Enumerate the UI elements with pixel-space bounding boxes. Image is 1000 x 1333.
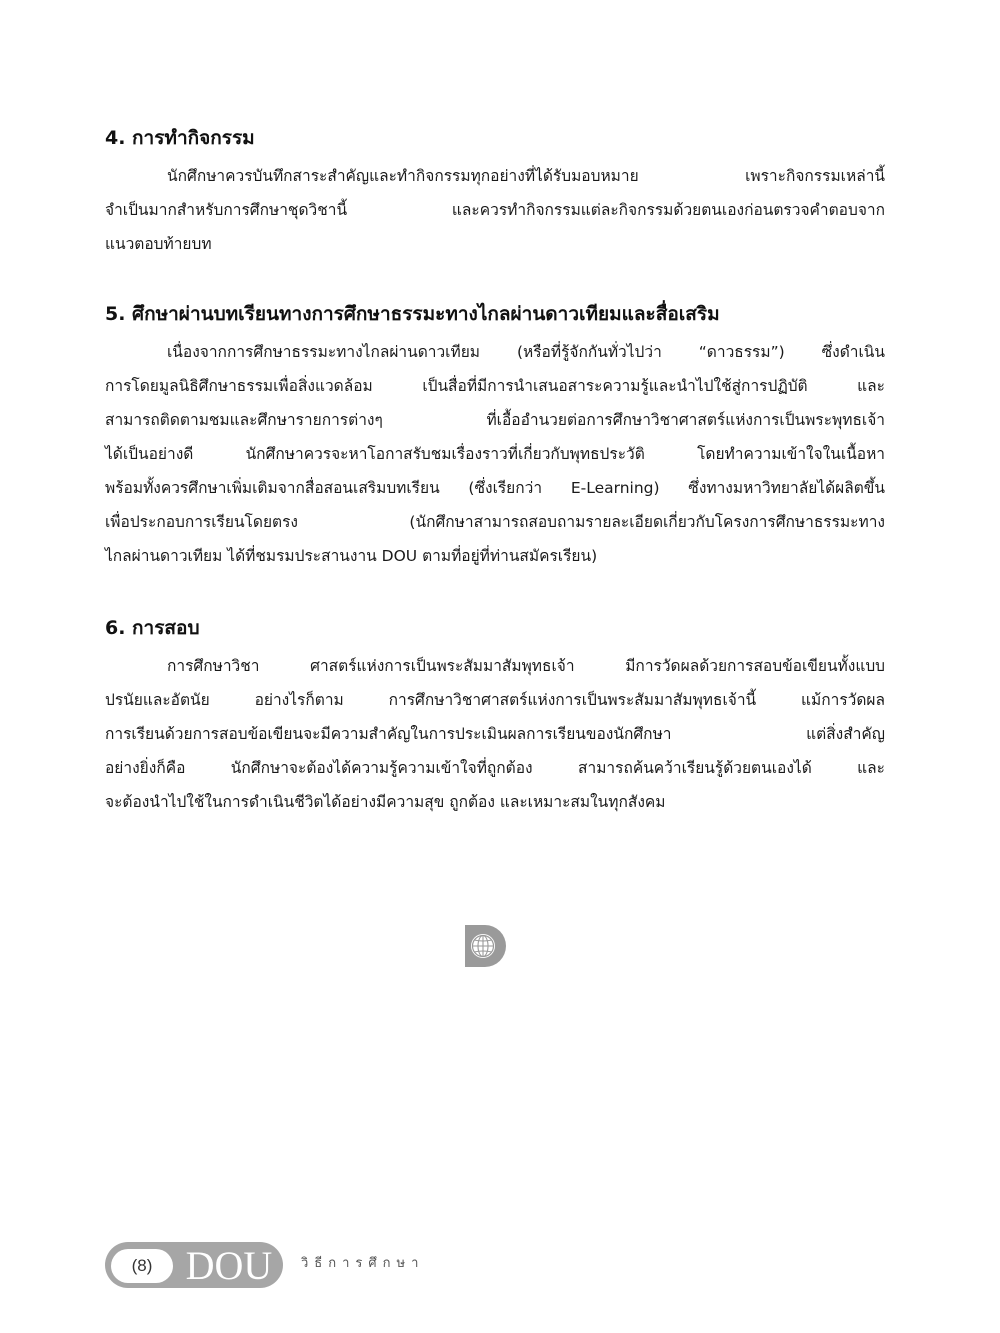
section-heading: 5. ศึกษาผ่านบทเรียนทางการศึกษาธรรมะทางไกลผ่านดาวเทียมและสื่อเสริม: [105, 303, 720, 325]
section-heading: 4. การทำกิจกรรม: [105, 127, 255, 149]
paragraph-line: จำเป็นมากสำหรับการศึกษาชุดวิชานี้ และควรทำกิจกรรมแต่ละกิจกรรมด้วยตนเองก่อนตรวจคำตอบจาก: [105, 201, 885, 219]
paragraph-line: เนื่องจากการศึกษาธรรมะทางไกลผ่านดาวเทียม (หรือที่รู้จักกันทั่วไปว่า “ดาวธรรม”) ซึ่งดำเนิน: [167, 343, 885, 361]
dou-globe-logo-icon: [463, 923, 509, 969]
paragraph-line: นักศึกษาควรบันทึกสาระสำคัญและทำกิจกรรมทุกอย่างที่ได้รับมอบหมาย เพราะกิจกรรมเหล่านี้: [167, 167, 885, 185]
paragraph-line: การศึกษาวิชา ศาสตร์แห่งการเป็นพระสัมมาสัมพุทธเจ้า มีการวัดผลด้วยการสอบข้อเขียนทั้งแบบ: [167, 657, 885, 675]
page-number: (8): [111, 1249, 173, 1283]
paragraph-line: สามารถติดตามชมและศึกษารายการต่างๆ ที่เอื้ออำนวยต่อการศึกษาวิชาศาสตร์แห่งการเป็นพระพุทธเจ้า: [105, 411, 885, 429]
section-satellite-learning: [105, 300, 885, 573]
paragraph-line: การเรียนด้วยการสอบข้อเขียนจะมีความสำคัญในการประเมินผลการเรียนของนักศึกษา แต่สิ่งสำคัญ: [105, 725, 885, 743]
section-examination: [105, 614, 885, 819]
page-footer: [105, 1240, 505, 1290]
footer-badge: [105, 1242, 283, 1288]
paragraph-line: ปรนัยและอัตนัย อย่างไรก็ตาม การศึกษาวิชาศาสตร์แห่งการเป็นพระสัมมาสัมพุทธเจ้านี้ แม้การวัดผล: [105, 691, 885, 709]
running-title: วิธีการศึกษา: [301, 1256, 425, 1271]
paragraph-line: อย่างยิ่งก็คือ นักศึกษาจะต้องได้ความรู้ความเข้าใจที่ถูกต้อง สามารถค้นคว้าเรียนรู้ด้วยตนเองได้ และ: [105, 759, 885, 777]
section-heading: 6. การสอบ: [105, 617, 200, 639]
section-activities: [105, 124, 885, 261]
paragraph-line: จะต้องนำไปใช้ในการดำเนินชีวิตได้อย่างมีความสุข ถูกต้อง และเหมาะสมในทุกสังคม: [105, 793, 666, 811]
paragraph-line: การโดยมูลนิธิศึกษาธรรมเพื่อสิ่งแวดล้อม เป็นสื่อที่มีการนำเสนอสาระความรู้และนำไปใช้สู่การปฏิบัติ และ: [105, 377, 885, 395]
paragraph-line: เพื่อประกอบการเรียนโดยตรง (นักศึกษาสามารถสอบถามรายละเอียดเกี่ยวกับโครงการศึกษาธรรมะทาง: [105, 513, 885, 531]
paragraph-line: แนวตอบท้ายบท: [105, 235, 212, 253]
section-paragraph: [105, 335, 885, 573]
section-paragraph: [105, 649, 885, 819]
paragraph-line: ได้เป็นอย่างดี นักศึกษาควรจะหาโอกาสรับชมเรื่องราวที่เกี่ยวกับพุทธประวัติ โดยทำความเข้าใจในเนื้อหา: [105, 445, 885, 463]
paragraph-line: พร้อมทั้งควรศึกษาเพิ่มเติมจากสื่อสอนเสริมบทเรียน (ซึ่งเรียกว่า E-Learning) ซึ่งทางมหาวิทยาลัยได้ผลิตขึ้น: [105, 479, 885, 497]
section-paragraph: [105, 159, 885, 261]
paragraph-line: ไกลผ่านดาวเทียม ได้ที่ชมรมประสานงาน DOU ตามที่อยู่ที่ท่านสมัครเรียน): [105, 547, 598, 565]
brand-wordmark: DOU: [185, 1243, 273, 1288]
